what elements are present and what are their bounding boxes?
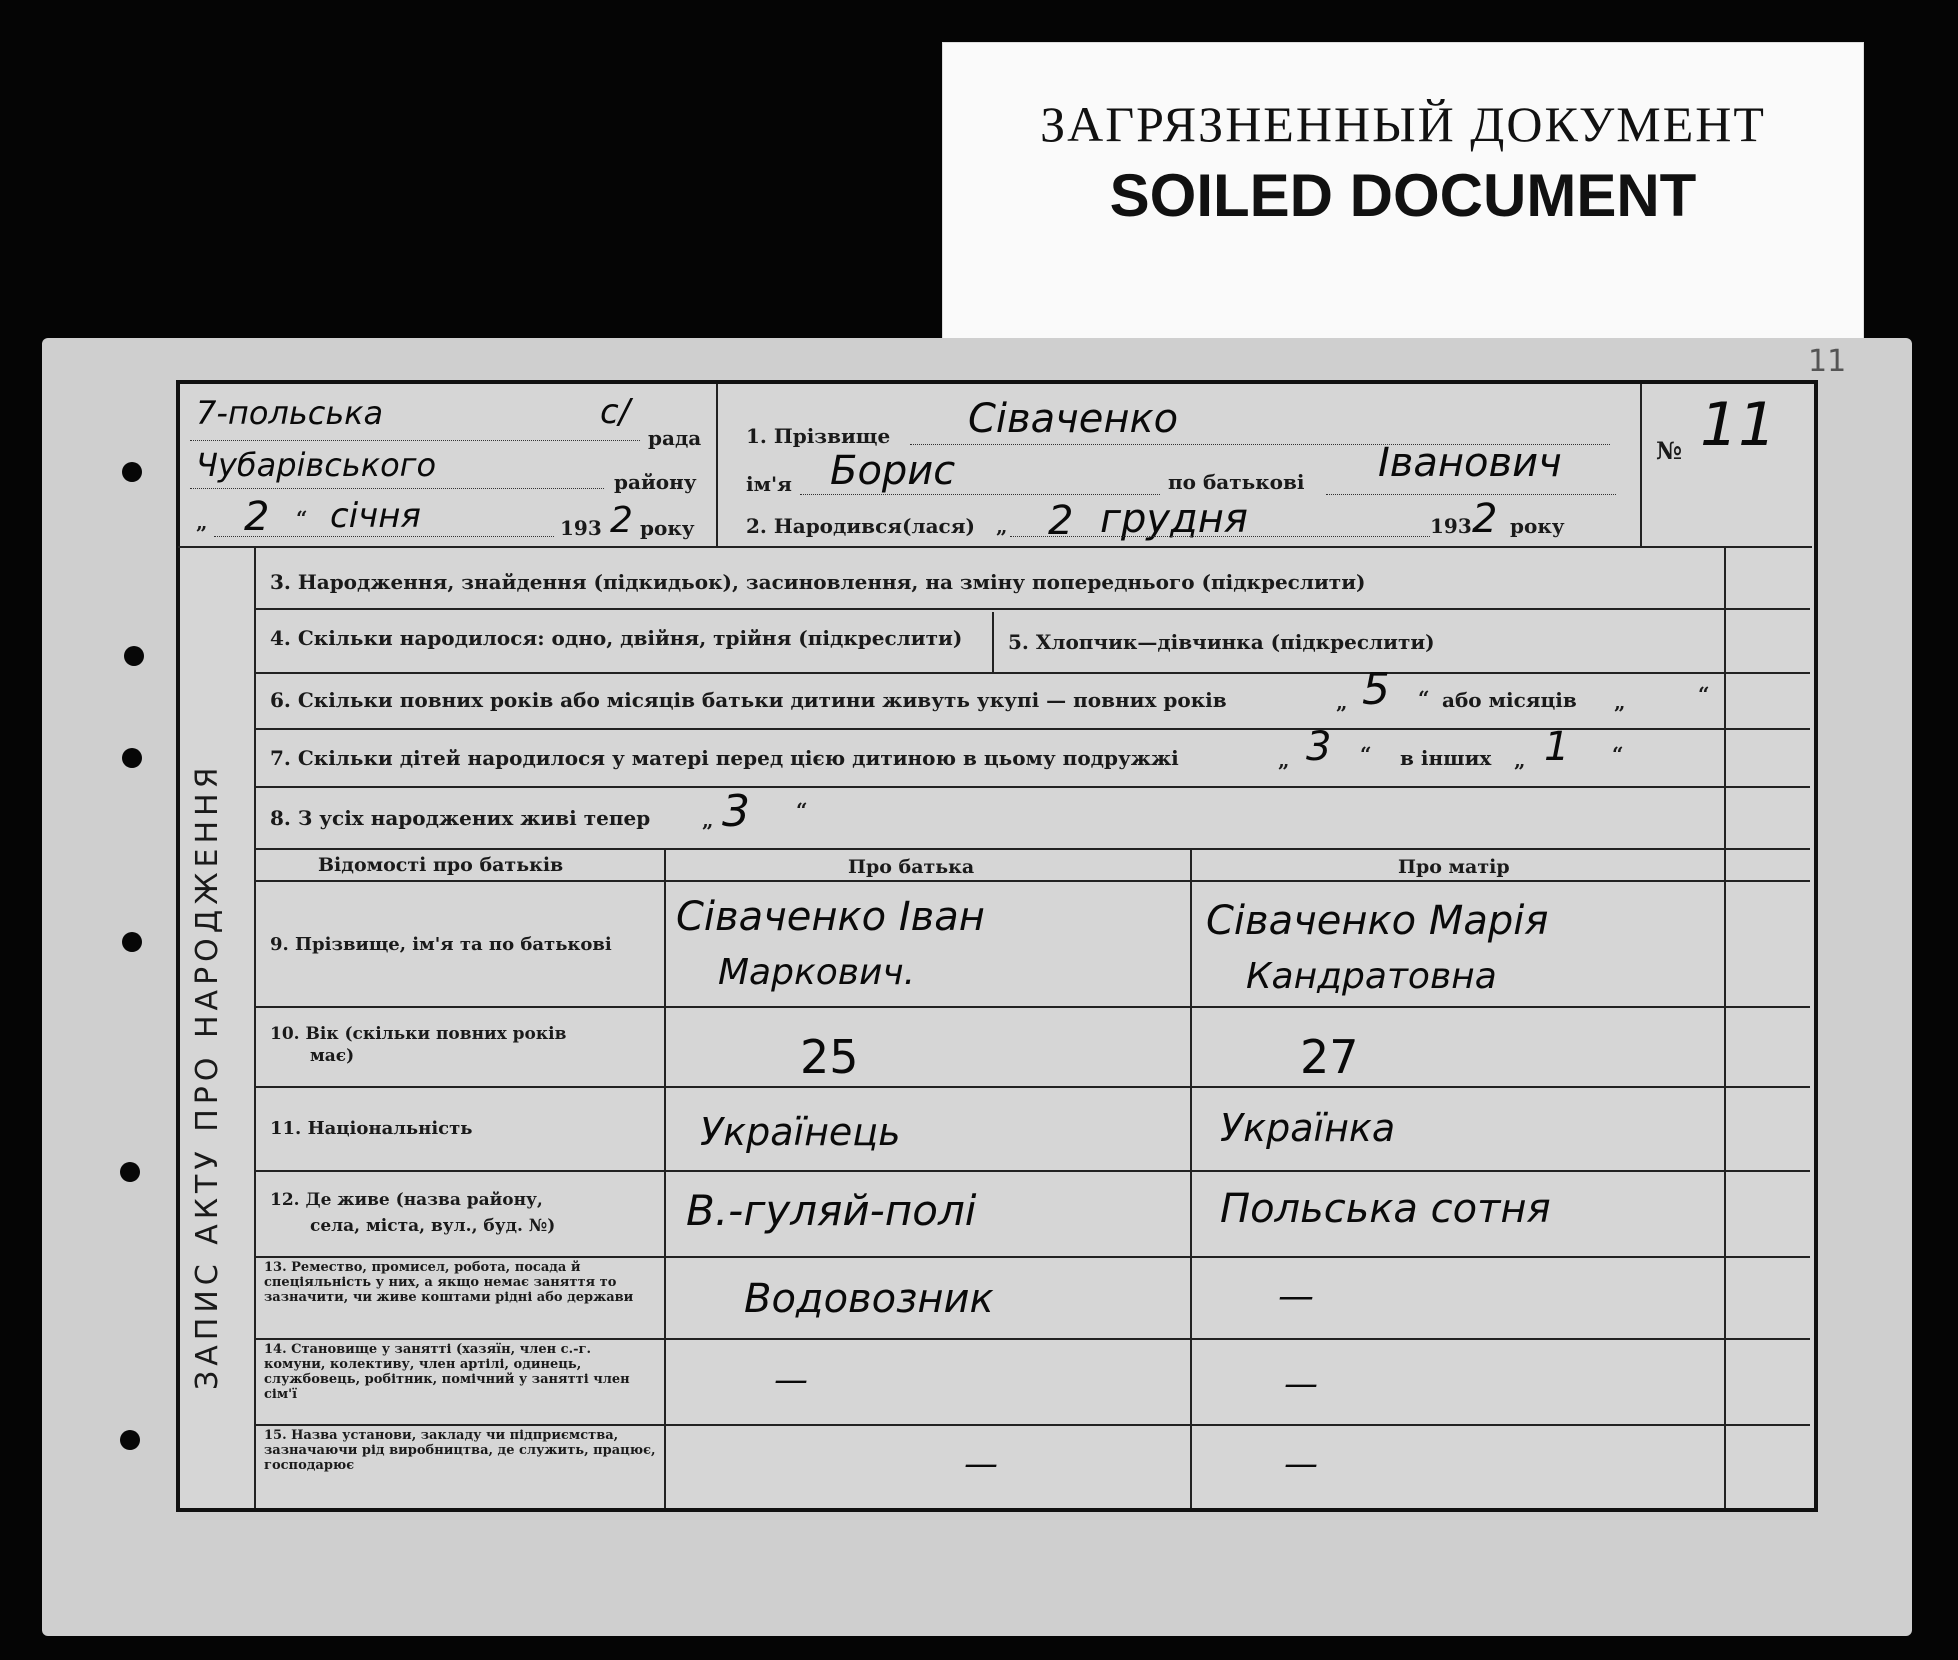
birth-open-quote: „ — [996, 514, 1008, 538]
row-5-text: 5. Хлопчик—дівчинка (підкреслити) — [1008, 630, 1435, 654]
row-3-text: 3. Народження, знайдення (підкидьок), засиновлення, на зміну попереднього (підкреслити) — [270, 570, 1366, 594]
name-handwriting: Борис — [830, 448, 956, 494]
row-6-quote: „ — [1336, 690, 1348, 714]
row-14-label: 14. Становище у занятті (хазяїн, член с.-г. комуни, колективу, член артілі, одинець, службовець, робітник, помічний у занятті член сім'ї — [264, 1342, 630, 1402]
punch-hole — [122, 748, 142, 768]
label-russian: ЗАГРЯЗНЕННЫЙ ДОКУМЕНТ — [1040, 96, 1766, 152]
father-age: 25 — [800, 1030, 859, 1084]
mother-status: — — [1284, 1364, 1318, 1404]
mother-name-line2: Кандратовна — [1246, 956, 1497, 997]
date-open-quote: „ — [196, 510, 208, 534]
fill-line — [214, 536, 554, 537]
row-12-label-2: села, міста, вул., буд. №) — [310, 1216, 556, 1236]
mother-residence: Польська сотня — [1220, 1186, 1551, 1232]
header-bottom-line — [178, 546, 1812, 548]
row-7-quote: “ — [1612, 742, 1624, 766]
mother-occupation: — — [1278, 1276, 1314, 1317]
birth-day: 2 — [1048, 498, 1074, 544]
fill-line — [1326, 494, 1616, 495]
row-line — [256, 1086, 1810, 1088]
row-line — [256, 1424, 1810, 1426]
living-children-count: 3 — [722, 786, 750, 837]
fill-line — [1010, 536, 1430, 537]
row-8-quote: “ — [796, 798, 808, 822]
surname-handwriting: Сіваченко — [968, 396, 1179, 442]
punch-hole — [122, 932, 142, 952]
row-6-months-label: або місяців — [1442, 688, 1577, 712]
father-residence: В.-гуляй-полі — [686, 1186, 977, 1235]
row-7-quote: “ — [1360, 742, 1372, 766]
registration-month: січня — [330, 496, 421, 536]
name-label: ім'я — [746, 472, 792, 496]
other-children-count: 1 — [1544, 724, 1570, 770]
row-line — [256, 786, 1810, 788]
row-4-text: 4. Скільки народилося: одно, двійня, трійня (підкреслити) — [270, 626, 963, 650]
patronymic-handwriting: Іванович — [1378, 440, 1562, 486]
row-line — [256, 1006, 1810, 1008]
council-mark: с/ — [600, 392, 631, 432]
header-divider — [716, 384, 718, 546]
district-label: району — [614, 470, 697, 494]
number-box-divider — [1640, 384, 1642, 546]
table-column-line — [1190, 850, 1192, 1508]
row-line — [256, 880, 1810, 882]
district-handwriting: Чубарівського — [196, 446, 437, 484]
row-12-label-1: 12. Де живе (назва району, — [270, 1190, 543, 1210]
surname-label: 1. Прізвище — [746, 424, 891, 448]
father-workplace: — — [964, 1444, 998, 1484]
year-suffix: року — [640, 516, 695, 540]
vertical-title: ЗАПИС АКТУ ПРО НАРОДЖЕННЯ — [190, 762, 225, 1390]
row-6-quote: „ — [1614, 690, 1626, 714]
row-line — [256, 1256, 1810, 1258]
council-label: рада — [648, 426, 702, 450]
row-8-quote: „ — [702, 808, 714, 832]
row-7-quote: „ — [1514, 748, 1526, 772]
punch-hole — [122, 462, 142, 482]
fill-line — [800, 494, 1160, 495]
row-10-label-1: 10. Вік (скільки повних років — [270, 1024, 567, 1044]
mother-nationality: Українка — [1220, 1106, 1396, 1150]
row-line — [256, 608, 1810, 610]
row-line — [256, 1338, 1810, 1340]
record-number: 11 — [1700, 390, 1777, 460]
row-15-label: 15. Назва установи, закладу чи підприємства, зазначаючи рід виробництва, де служить, працює, господарює — [264, 1428, 656, 1473]
row-7-other-label: в інших — [1400, 746, 1492, 770]
row-line — [256, 728, 1810, 730]
father-name-line2: Маркович. — [718, 952, 916, 993]
mother-age: 27 — [1300, 1030, 1359, 1084]
cohabitation-years: 5 — [1362, 664, 1390, 715]
birth-year-digit: 2 — [1472, 496, 1498, 542]
row-line — [256, 848, 1810, 850]
punch-hole — [120, 1430, 140, 1450]
row-11-label: 11. Національність — [270, 1118, 473, 1139]
row-6-label: 6. Скільки повних років або місяців батьки дитини живуть укупі — повних років — [270, 688, 1227, 712]
row-10-label-2: має) — [310, 1046, 355, 1066]
mother-name-line1: Сіваченко Марія — [1206, 898, 1549, 944]
year-prefix: 193 — [560, 516, 602, 540]
council-handwriting: 7-польська — [196, 394, 384, 432]
birth-label: 2. Народився(лася) — [746, 514, 975, 538]
registration-year-digit: 2 — [610, 500, 633, 541]
row-6-quote: “ — [1698, 682, 1710, 706]
father-occupation: Водовозник — [744, 1276, 994, 1322]
date-close-quote: “ — [296, 506, 308, 530]
row-line — [256, 672, 1810, 674]
title-column-line — [254, 548, 256, 1508]
mother-workplace: — — [1284, 1444, 1318, 1484]
registration-day: 2 — [244, 494, 270, 540]
row-9-label: 9. Прізвище, ім'я та по батькові — [270, 934, 612, 955]
father-nationality: Українець — [700, 1110, 901, 1154]
patronymic-label: по батькові — [1168, 470, 1305, 494]
row-7-label: 7. Скільки дітей народилося у матері перед цією дитиною в цьому подружжі — [270, 746, 1179, 770]
col-header-father: Про батька — [848, 856, 975, 878]
fill-line — [190, 488, 604, 489]
row-6-quote: “ — [1418, 686, 1430, 710]
row-line — [256, 1170, 1810, 1172]
row-7-quote: „ — [1278, 748, 1290, 772]
record-number-label: № — [1656, 436, 1683, 465]
table-column-line — [664, 850, 666, 1508]
card-corner-number: 11 — [1808, 344, 1847, 379]
birth-year-prefix: 193 — [1430, 514, 1472, 538]
fill-line — [190, 440, 640, 441]
row4-divider — [992, 612, 994, 672]
col-header-mother: Про матір — [1398, 856, 1510, 878]
father-status: — — [774, 1360, 808, 1400]
father-name-line1: Сіваченко Іван — [676, 894, 985, 940]
birth-year-suffix: року — [1510, 514, 1565, 538]
label-english: SOILED DOCUMENT — [1109, 162, 1697, 229]
punch-hole — [124, 646, 144, 666]
row-13-label: 13. Ремество, промисел, робота, посада й спеціяльність у них, а якщо немає заняття то зазначити, чи живе коштами рідні або держави — [264, 1260, 634, 1305]
punch-hole — [120, 1162, 140, 1182]
birth-month: грудня — [1100, 496, 1248, 542]
previous-children-count: 3 — [1306, 724, 1332, 770]
right-margin-line — [1724, 548, 1726, 1508]
row-8-label: 8. З усіх народжених живі тепер — [270, 806, 651, 830]
col-header-info: Відомості про батьків — [318, 854, 564, 876]
soiled-document-label — [942, 42, 1864, 344]
